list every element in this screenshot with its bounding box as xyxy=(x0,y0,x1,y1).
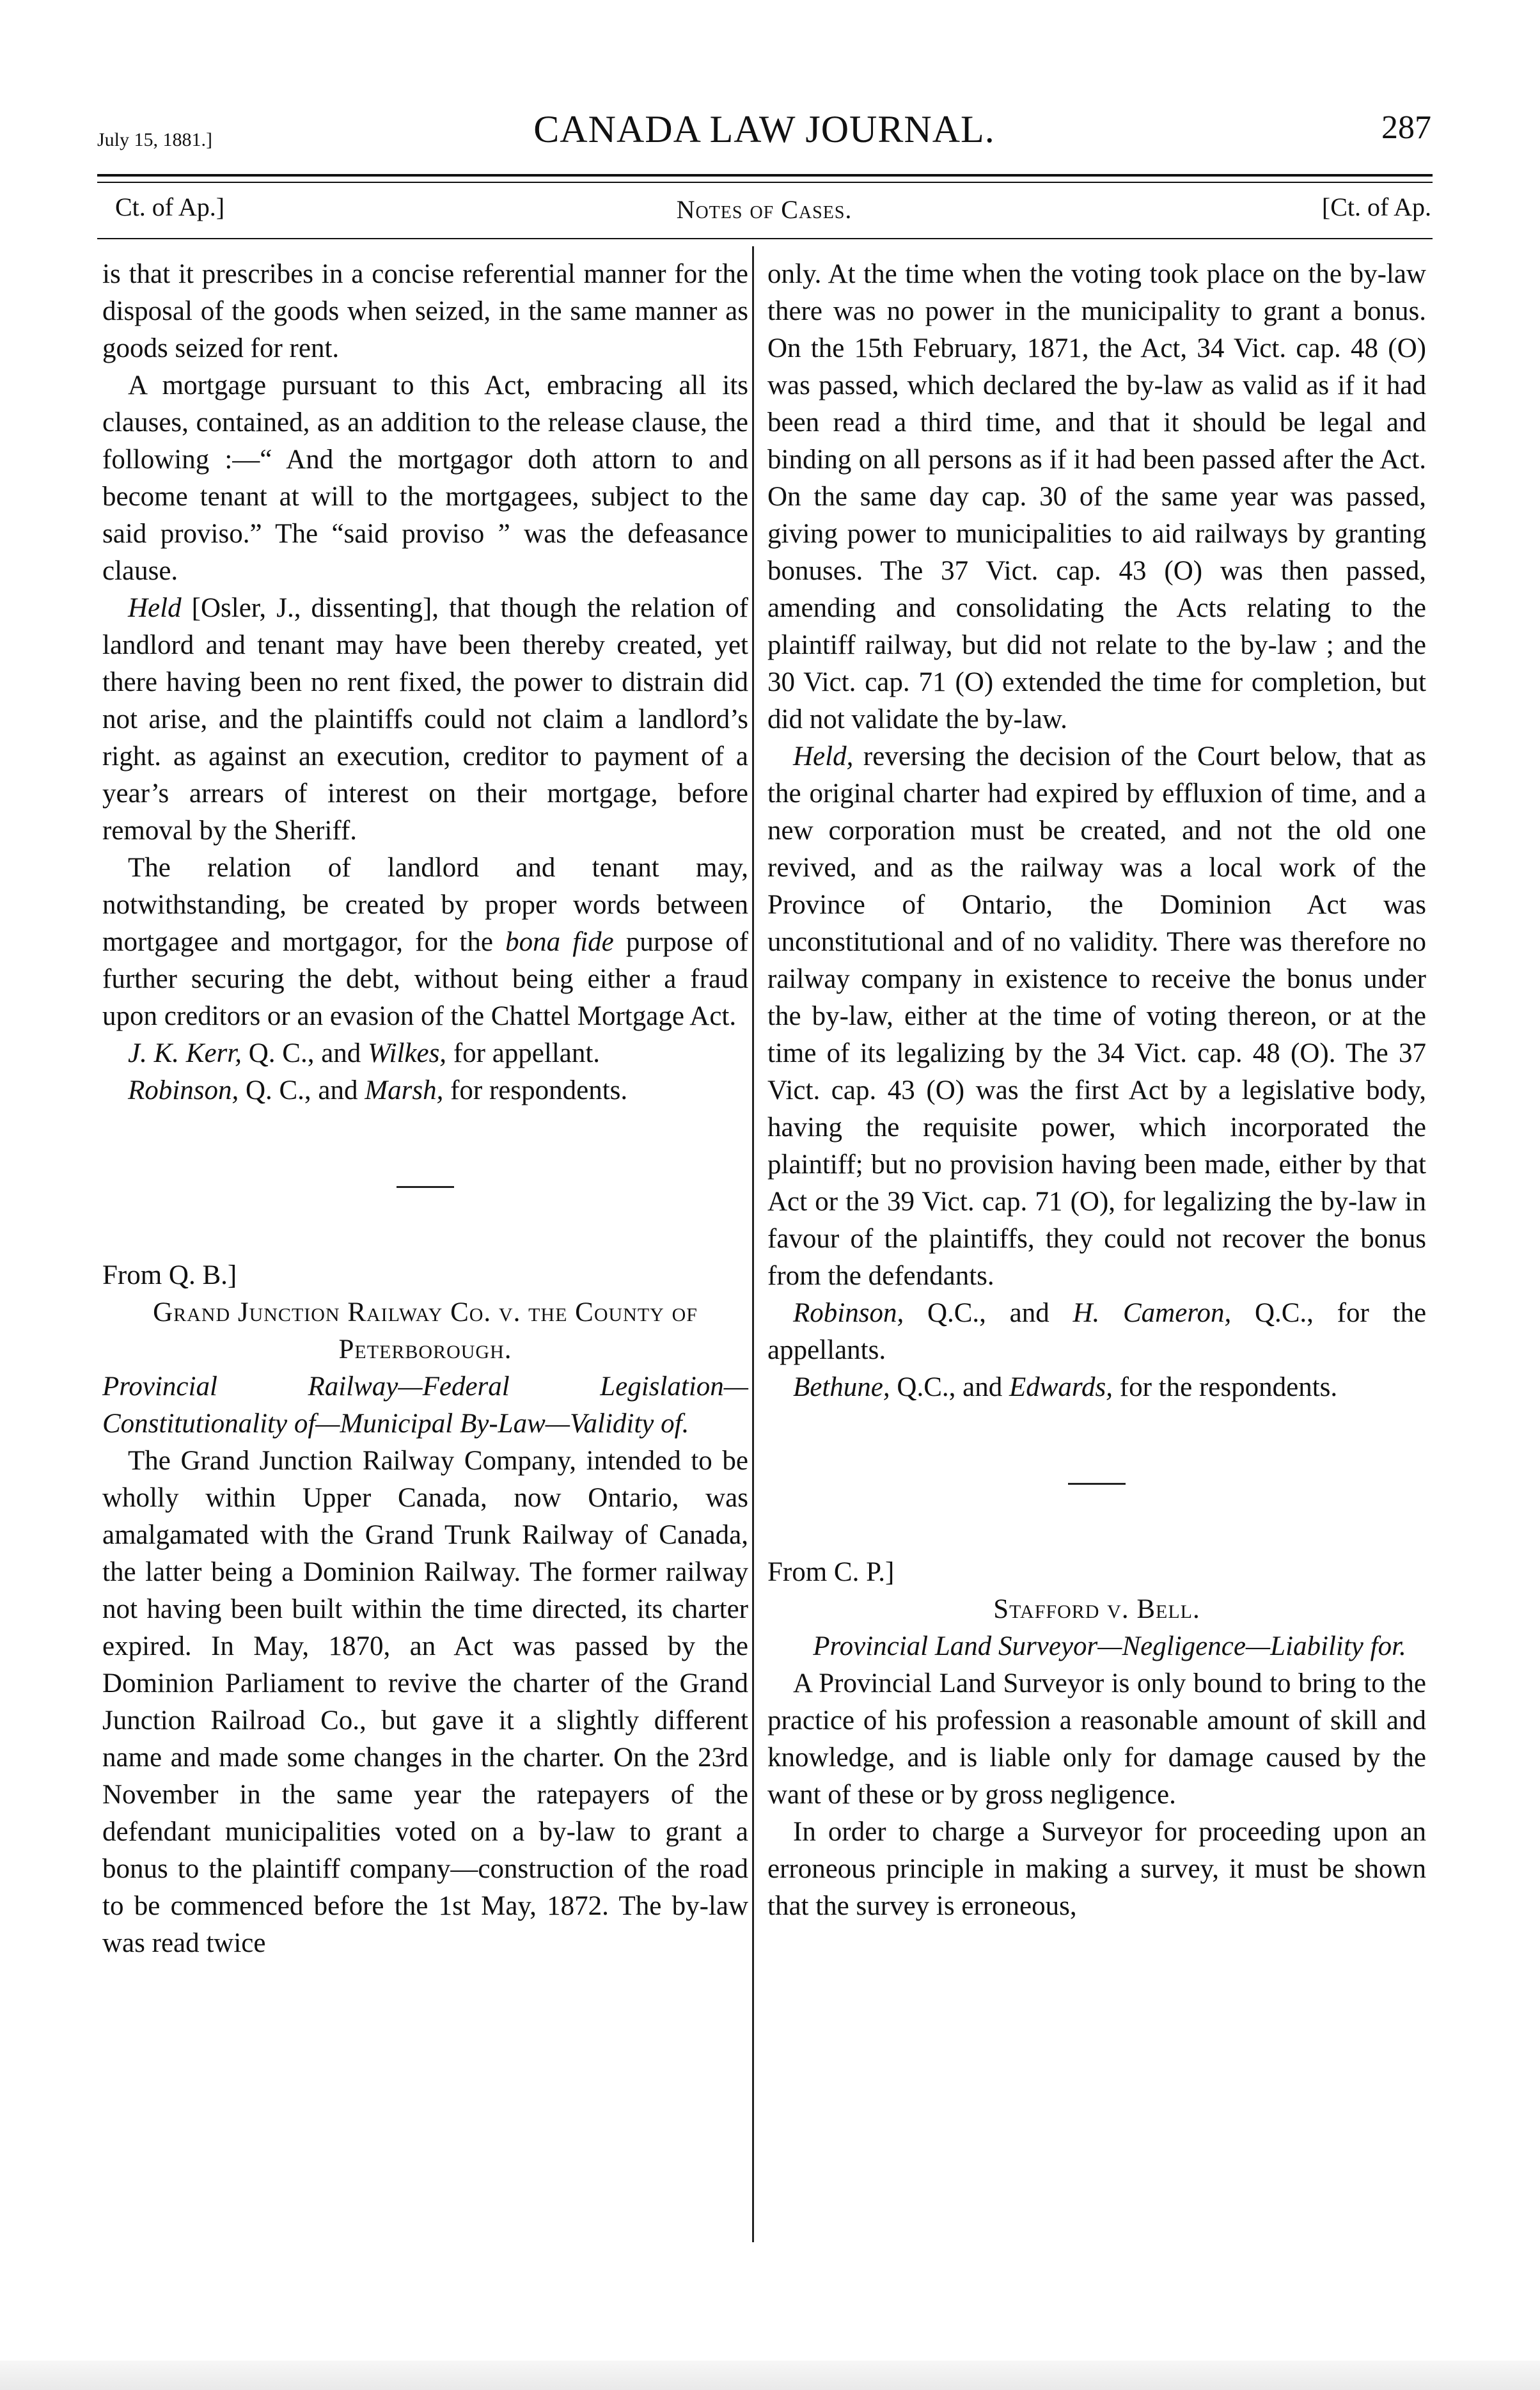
counsel-name: Marsh, xyxy=(365,1075,444,1105)
case-separator xyxy=(397,1186,454,1188)
paragraph xyxy=(767,738,1426,1295)
paragraph: is that it prescribes in a concise referential manner for the disposal of the goods when seized, in the same manner as goods seized for rent. xyxy=(102,259,748,363)
paragraph: A Provincial Land Surveyor is only bound to bring to the practice of his profession a reasonable amount of skill and knowledge, and is liable only for damage caused by the want of these or by gross negligence. xyxy=(767,1668,1426,1810)
counsel-name: Robinson, xyxy=(128,1075,239,1105)
running-head xyxy=(97,96,1431,166)
paragraph-text: purpose of further securing the debt, without being either a fraud upon creditors or an evasion of the Chattel Mortgage Act. xyxy=(102,927,749,1031)
paragraph xyxy=(102,850,748,1035)
counsel-text: Q. C., and xyxy=(248,1038,361,1068)
counsel-name: Robinson, xyxy=(793,1298,904,1328)
journal-title: CANADA LAW JOURNAL. xyxy=(533,108,995,150)
header-rule-thin xyxy=(97,182,1433,183)
case-headnote: Provincial Land Surveyor—Negligence—Liability for. xyxy=(813,1631,1406,1661)
page-number: 287 xyxy=(1381,109,1431,146)
dissent-note: [Osler, J., dissenting], xyxy=(191,593,439,623)
case-separator xyxy=(1068,1483,1126,1485)
section-header xyxy=(97,192,1431,230)
column-divider xyxy=(752,246,754,2242)
counsel-name: H. Cameron, xyxy=(1072,1298,1232,1328)
left-column xyxy=(102,256,748,1962)
latin-phrase: bona fide xyxy=(505,927,614,957)
counsel-text: for respondents. xyxy=(450,1075,628,1105)
counsel-line xyxy=(102,1035,748,1072)
counsel-text: Q.C., and xyxy=(927,1298,1049,1328)
counsel-text: Q.C., for the appellants. xyxy=(767,1298,1427,1365)
court-right: [Ct. of Ap. xyxy=(1321,193,1431,221)
paragraph: The Grand Junction Railway Company, intended to be wholly within Upper Canada, now Ontario, was amalgamated with the Grand Trunk Railway of Canada, the latter being a Dominion Railway. The former railway not having been built within the time directed, its charter expired. In May, 1870, an Act was passed by the Dominion Parliament to revive the charter of the Grand Junction Railroad Co., but gave it a slightly different name and made some changes in the charter. On the 23rd November in the same year the ratepayers of the defendant municipalities voted on a by-law to grant a bonus to the plaintiff company—construction of the road to be commenced before the 1st May, 1872. The by-law was read twice xyxy=(102,1446,748,1958)
paragraph xyxy=(102,590,748,850)
case-title: Stafford v. Bell. xyxy=(993,1594,1200,1624)
counsel-name: Wilkes, xyxy=(368,1038,447,1068)
counsel-name: Bethune, xyxy=(793,1372,890,1402)
right-column xyxy=(767,256,1426,1925)
counsel-text: for the respondents. xyxy=(1119,1372,1338,1402)
held-word: Held, xyxy=(793,741,854,772)
counsel-line xyxy=(767,1295,1426,1369)
counsel-text: for appellant. xyxy=(453,1038,601,1068)
paragraph-text: The relation of landlord and tenant may, notwithstanding, be created by proper words between mortgagee and mortgagor, for the xyxy=(102,853,748,957)
paragraph: A mortgage pursuant to this Act, embracing all its clauses, contained, as an addition to the release clause, the following :—“ And the mortgagor doth attorn to and become tenant at will to the mortgagees, subject to the said proviso.” The “said proviso ” was the defeasance clause. xyxy=(102,370,748,586)
header-rule xyxy=(97,174,1433,177)
paragraph-text: that though the relation of landlord and tenant may have been thereby created, yet there having been no rent fixed, the power to distrain did not arise, and the plaintiffs could not claim a landlord’s right. as against an execution, creditor to payment of a year’s arrears of interest on their mortgage, before removal by the Sheriff. xyxy=(102,593,749,846)
paragraph: only. At the time when the voting took place on the by-law there was no power in the municipality to grant a bonus. On the 15th February, 1871, the Act, 34 Vict. cap. 48 (O) was passed, which declared the by-law as valid as if it had been read a third time, and that it should be legal and binding on all persons as if it had been passed after the Act. On the same day cap. 30 of the same year was passed, giving power to municipalities to aid railways by granting bonuses. The 37 Vict. cap. 43 (O) was then passed, amending and consolidating the Acts relating to the plaintiff railway, but did not relate to the by-law ; and the 30 Vict. cap. 71 (O) extended the time for completion, but did not validate the by-law. xyxy=(767,259,1426,734)
counsel-text: Q.C., and xyxy=(897,1372,1003,1402)
held-word: Held xyxy=(128,593,182,623)
from-court: From C. P.] xyxy=(767,1557,895,1587)
counsel-line xyxy=(767,1369,1426,1406)
case-title: Grand Junction Railway Co. v. the County of Peterborough. xyxy=(153,1297,698,1365)
counsel-text: Q. C., and xyxy=(245,1075,358,1105)
counsel-name: J. K. Kerr, xyxy=(128,1038,242,1068)
case-headnote: Provincial Railway—Federal Legislation—Constitutionality of—Municipal By-Law—Validity of. xyxy=(102,1372,748,1439)
section-title: Notes of Cases. xyxy=(676,195,852,224)
paragraph: In order to charge a Surveyor for proceeding upon an erroneous principle in making a survey, it must be shown that the survey is erroneous, xyxy=(767,1817,1426,1921)
from-court: From Q. B.] xyxy=(102,1260,237,1290)
counsel-line xyxy=(102,1072,748,1109)
counsel-name: Edwards, xyxy=(1009,1372,1113,1402)
court-left: Ct. of Ap.] xyxy=(115,193,225,221)
issue-date: July 15, 1881.] xyxy=(97,129,212,150)
scan-edge xyxy=(0,2361,1540,2390)
paragraph-text: reversing the decision of the Court below, that as the original charter had expired by effluxion of time, and a new corporation must be created, and not the old one revived, and as the railway was a local work of the Province of Ontario, the Dominion Act was unconstitutional and of no validity. There was therefore no railway company in existence to receive the bonus under the by-law, either at the time of voting thereon, or at the time of its legalizing by the 34 Vict. cap. 48 (O). The 37 Vict. cap. 43 (O) was the first Act by a legislative body, having the requisite power, which incorporated the plaintiff; but no provision having been made, either by that Act or the 39 Vict. cap. 71 (O), for legalizing the by-law in favour of the plaintiffs, they could not recover the bonus from the defendants. xyxy=(767,741,1426,1291)
section-rule xyxy=(97,238,1433,239)
